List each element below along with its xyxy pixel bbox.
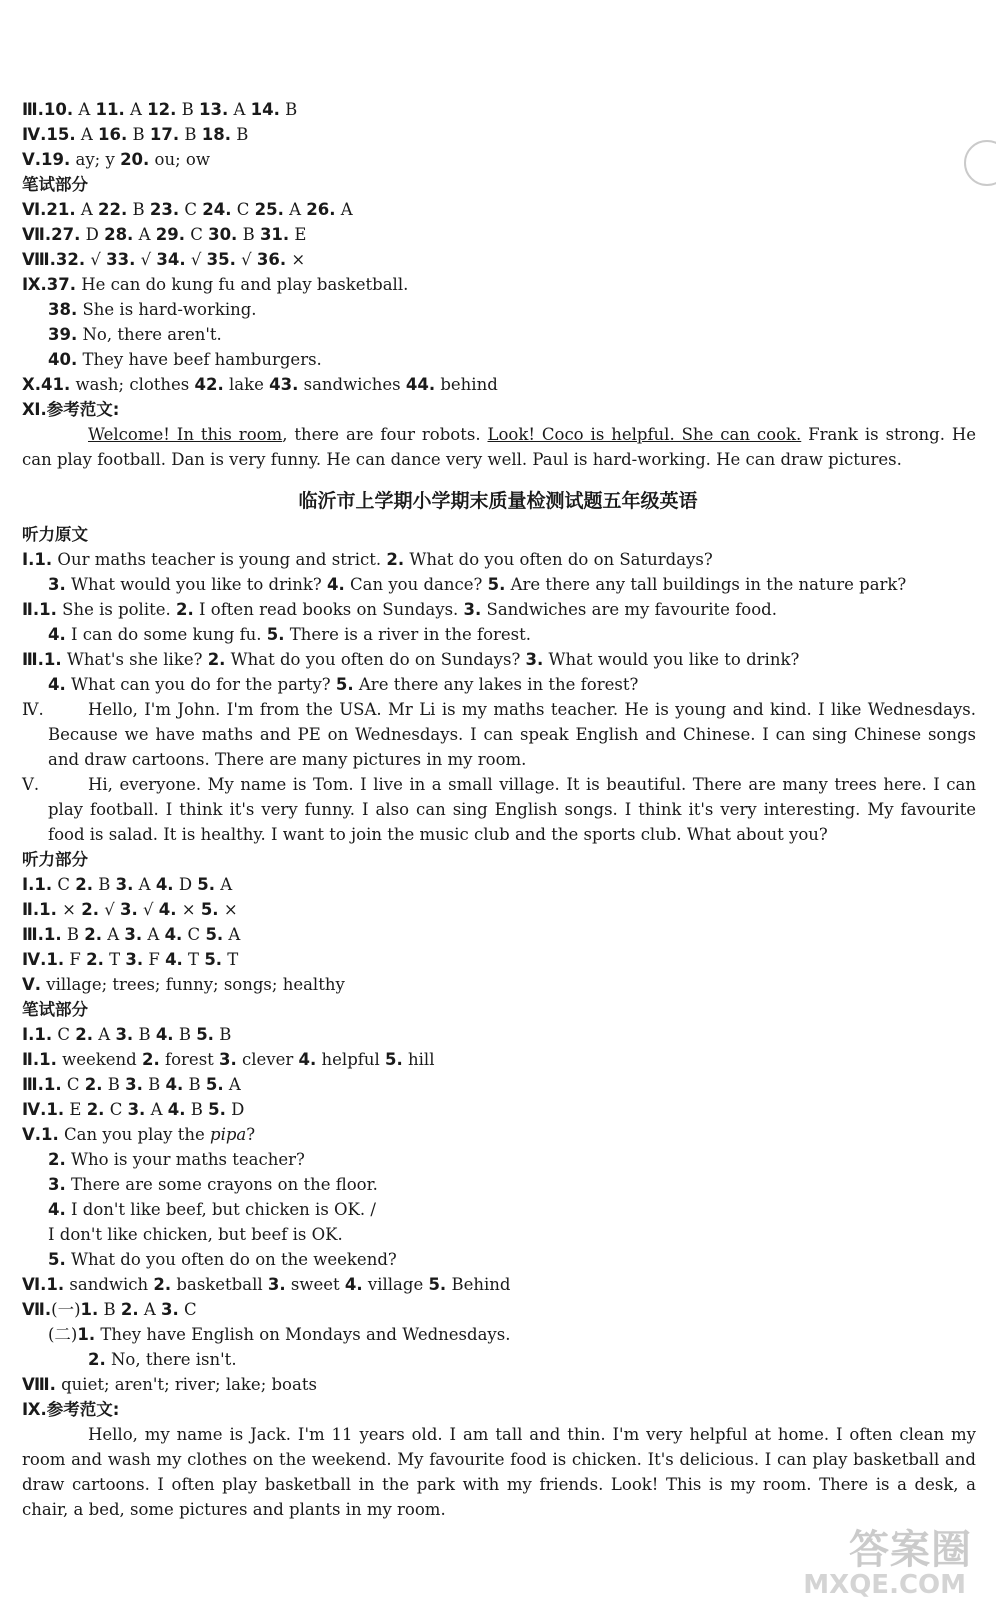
transcript-i-2: 3. What would you like to drink? 4. Can you dance? 5. Are there any tall buildings in the nature park? (48, 575, 907, 594)
listening-answers-ii: Ⅱ.1. × 2. √ 3. √ 4. × 5. × (22, 900, 238, 919)
answer-row-9: Ⅸ.37. He can do kung fu and play basketball. (22, 275, 409, 294)
answer-row-10: Ⅹ.41. wash; clothes 42. lake 43. sandwiches 44. behind (22, 375, 498, 394)
transcript-iv-text: Hello, I'm John. I'm from the USA. Mr Li is my maths teacher. He is young and kind. I like Wednesdays. Because we have maths and PE on Wednesdays. I can speak English and Chinese. I can sing Chinese songs and draw cartoons. There are many pictures in my room. (48, 700, 976, 769)
answer-row-39: 39. No, there aren't. (48, 325, 222, 344)
listening-answers-v: Ⅴ. village; trees; funny; songs; healthy (22, 975, 345, 994)
written-answers-vi: Ⅵ.1. sandwich 2. basketball 3. sweet 4. village 5. Behind (22, 1275, 511, 1294)
answer-row-4: Ⅳ.15. A 16. B 17. B 18. B (22, 125, 249, 144)
section-heading-written: 笔试部分 (22, 175, 88, 194)
answer-row-5: Ⅴ.19. ay; y 20. ou; ow (22, 150, 210, 169)
written-answers-v-4-alt: I don't like chicken, but beef is OK. (48, 1225, 343, 1244)
written-answers-vii-1: Ⅶ.(一)1. B 2. A 3. C (22, 1300, 197, 1319)
section-heading-written-answers: 笔试部分 (22, 1000, 88, 1019)
section-heading-listening-text: 听力原文 (22, 525, 88, 544)
answer-row-6: Ⅵ.21. A 22. B 23. C 24. C 25. A 26. A (22, 200, 353, 219)
transcript-ii-2: 4. I can do some kung fu. 5. There is a river in the forest. (48, 625, 531, 644)
answer-row-38: 38. She is hard-working. (48, 300, 257, 319)
written-answers-v-4: 4. I don't like beef, but chicken is OK. / (48, 1200, 376, 1219)
answer-row-8: Ⅷ.32. √ 33. √ 34. √ 35. √ 36. × (22, 250, 306, 269)
transcript-ii-1: Ⅱ.1. She is polite. 2. I often read books on Sundays. 3. Sandwiches are my favourite food. (22, 600, 777, 619)
written-answers-ix: Ⅸ.参考范文: (22, 1400, 120, 1419)
written-answers-vii-3: 2. No, there isn't. (88, 1350, 237, 1369)
transcript-v-text: Hi, everyone. My name is Tom. I live in a small village. It is beautiful. There are many trees here. I can play football. I think it's very funny. I also can sing English songs. I think it's very interesting. My favourite food is salad. It is healthy. I want to join the music club and the sports club. What about you? (48, 775, 976, 844)
written-answers-v-2: 2. Who is your maths teacher? (48, 1150, 305, 1169)
written-answers-v-1: Ⅴ.1. Can you play the pipa? (22, 1125, 256, 1144)
section-heading-listening-answers: 听力部分 (22, 850, 88, 869)
answer-row-3: Ⅲ.10. A 11. A 12. B 13. A 14. B (22, 100, 298, 119)
answer-row-11: Ⅺ.参考范文: (22, 400, 120, 419)
watermark-logo: 答案圈 (849, 1527, 972, 1573)
written-answers-v-3: 3. There are some crayons on the floor. (48, 1175, 378, 1194)
sample-essay-2: Hello, my name is Jack. I'm 11 years old. I am tall and thin. I'm very helpful at home. I often clean my room and wash my clothes on the weekend. My favourite food is chicken. It's delicious. I can play basketball and draw cartoons. I often play basketball in the park with my friends. Look! This is my room. There is a desk, a chair, a bed, some pictures and plants in my room. (22, 1425, 976, 1519)
written-answers-v-5: 5. What do you often do on the weekend? (48, 1250, 397, 1269)
written-answers-ii: Ⅱ.1. weekend 2. forest 3. clever 4. helpful 5. hill (22, 1050, 435, 1069)
transcript-iii-1: Ⅲ.1. What's she like? 2. What do you often do on Sundays? 3. What would you like to drink? (22, 650, 800, 669)
listening-answers-i: Ⅰ.1. C 2. B 3. A 4. D 5. A (22, 875, 233, 894)
written-answers-iv: Ⅳ.1. E 2. C 3. A 4. B 5. D (22, 1100, 245, 1119)
transcript-iv-label: Ⅳ. (22, 700, 44, 719)
listening-answers-iv: Ⅳ.1. F 2. T 3. F 4. T 5. T (22, 950, 239, 969)
written-answers-vii-2: (二)1. They have English on Mondays and Wednesdays. (48, 1325, 511, 1344)
transcript-iii-2: 4. What can you do for the party? 5. Are there any lakes in the forest? (48, 675, 639, 694)
exam-title: 临沂市上学期小学期末质量检测试题五年级英语 (298, 490, 698, 512)
written-answers-viii: Ⅷ. quiet; aren't; river; lake; boats (22, 1375, 317, 1394)
sample-essay-1: Welcome! In this room, there are four robots. Look! Coco is helpful. She can cook. Frank is strong. He can play football. Dan is very funny. He can dance very well. Paul is hard-working. He can draw pictures. (22, 425, 977, 469)
answer-row-7: Ⅶ.27. D 28. A 29. C 30. B 31. E (22, 225, 307, 244)
written-answers-i: Ⅰ.1. C 2. A 3. B 4. B 5. B (22, 1025, 232, 1044)
transcript-i-1: Ⅰ.1. Our maths teacher is young and strict. 2. What do you often do on Saturdays? (22, 550, 713, 569)
answer-row-40: 40. They have beef hamburgers. (48, 350, 322, 369)
written-answers-iii: Ⅲ.1. C 2. B 3. B 4. B 5. A (22, 1075, 241, 1094)
transcript-v-label: Ⅴ. (22, 775, 40, 794)
watermark-url: MXQE.COM (803, 1570, 966, 1600)
listening-answers-iii: Ⅲ.1. B 2. A 3. A 4. C 5. A (22, 925, 241, 944)
